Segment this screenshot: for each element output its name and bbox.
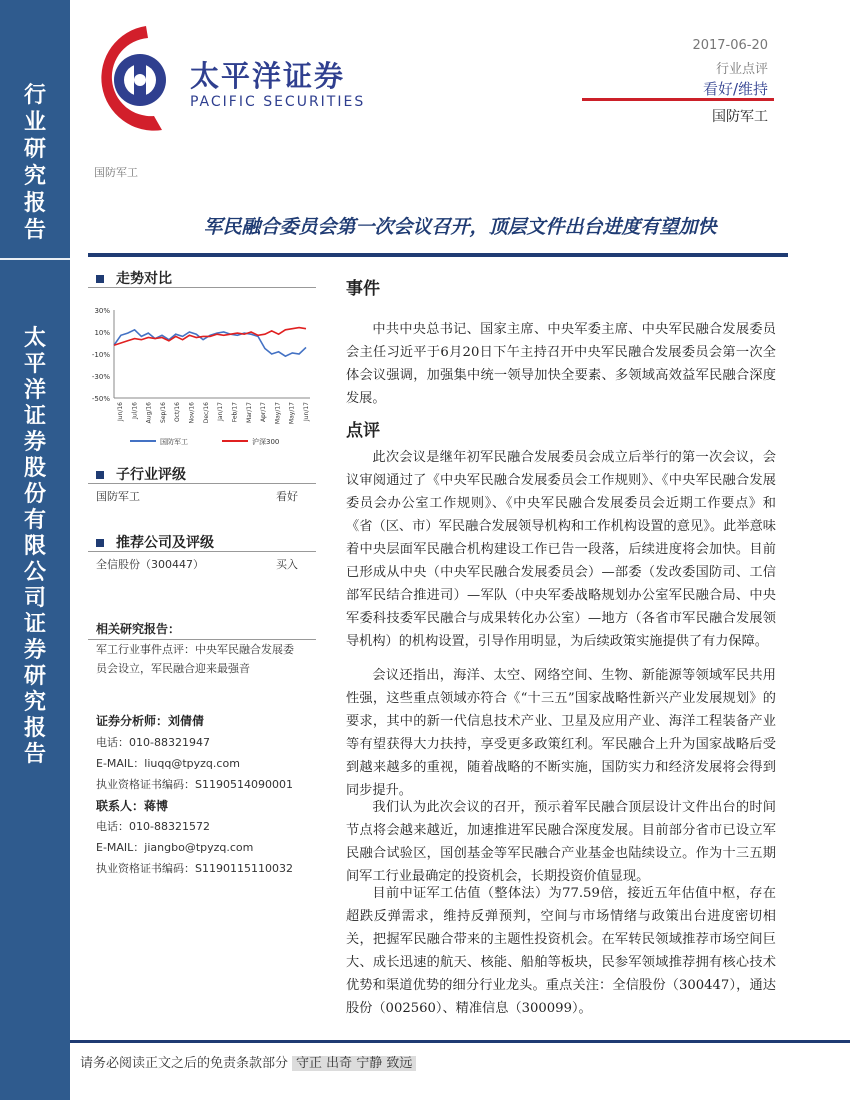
brand-name-en: PACIFIC SECURITIES	[190, 94, 366, 110]
chart-x-ticks	[117, 402, 310, 424]
x-tick-label: Nov/16	[188, 402, 196, 424]
comment-paragraph-3: 我们认为此次会议的召开，预示着军民融合顶层设计文件出台的时间节点将会越来越近，加速推进军民融合深度发展。目前部分省市已设立军民融合试验区，国创基金等军民融合产业基金也陆续设立。作为十三五期间军工行业最确定的投资机会，长期投资价值显现。	[346, 800, 776, 884]
sector-label: 国防军工	[94, 166, 138, 179]
company-heading: 推荐公司及评级	[96, 532, 214, 552]
chart-y-ticks	[92, 307, 110, 403]
report-title: 军民融合委员会第一次会议召开，顶层文件出台进度有望加快	[203, 216, 717, 238]
x-tick-label: Dec/16	[202, 402, 210, 424]
event-paragraph: 中共中央总书记、国家主席、中央军委主席、中央军民融合发展委员会主任习近平于6月20日下午主持召开中央军民融合发展委员会第一次全体会议强调，加强集中统一领导加快全要素、多领域高效益军民融合深度发展。	[346, 322, 776, 406]
analyst-email[interactable]: E-MAIL：liuqq@tpyzq.com	[96, 757, 240, 770]
x-tick-label: Apr/17	[260, 402, 268, 423]
legend-label: 沪深300	[252, 438, 280, 446]
y-tick-label: -10%	[91, 351, 110, 359]
x-tick-label: Jun/17	[303, 402, 310, 422]
x-tick-label: Mar/17	[245, 402, 253, 423]
footer-slogan: 守正 出奇 宁静 致远	[292, 1056, 416, 1071]
trend-heading: 走势对比	[96, 268, 172, 288]
comment-paragraph-2: 会议还指出，海洋、太空、网络空间、生物、新能源等领域军民共用性强，这些重点领域亦符合《“十三五”国家战略性新兴产业发展规划》的要求，其中的新一代信息技术产业、卫星及应用产业、海洋工程装备产业等有望获得大力扶持，享受更多政策红利。军民融合上升为国家战略后受到越来越多的重视，随着战略的不断实施，国防实力和经济发展将会得到同步提升。	[346, 668, 776, 798]
x-tick-label: Sep/16	[159, 402, 167, 423]
y-tick-label: 10%	[94, 329, 110, 337]
y-tick-label: -30%	[91, 373, 110, 381]
analyst-label: 证券分析师：刘倩倩	[96, 714, 205, 728]
sub-industry-rule	[88, 483, 316, 484]
brand-name-cn: 太平洋证券	[190, 59, 346, 93]
sub-industry-rating: 看好	[276, 490, 298, 503]
contact-phone: 电话：010-88321572	[96, 820, 210, 833]
title-rule	[88, 253, 788, 257]
x-tick-label: Jul/16	[131, 402, 139, 419]
report-date: 2017-06-20	[692, 38, 768, 53]
header-sector: 国防军工	[712, 109, 768, 125]
y-tick-label: -50%	[91, 395, 110, 403]
x-tick-label: Jun/16	[117, 402, 124, 422]
bullet-icon	[96, 539, 104, 547]
comment-heading: 点评	[346, 421, 380, 441]
trend-rule	[88, 287, 316, 288]
bullet-icon	[96, 275, 104, 283]
sidebar-divider	[0, 258, 70, 260]
chart-lines	[114, 328, 306, 357]
related-rule	[88, 639, 316, 640]
y-tick-label: 30%	[94, 307, 110, 315]
chart-legend	[130, 437, 279, 446]
company-name: 全信股份（300447）	[96, 558, 204, 571]
footer	[80, 1052, 416, 1071]
comment-paragraph-4: 目前中证军工估值（整体法）为77.59倍，接近五年估值中枢，存在超跌反弹需求，维持反弹预判，空间与市场情绪与政策出台进度密切相关，把握军民融合带来的主题性投资机会。在军转民领域推荐市场空间巨大、成长迅速的航天、核能、船舶等板块，民参军领域推荐拥有核心技术优势和渠道优势的细分行业龙头。重点关注：全信股份（300447），通达股份（002560）、精准信息（300099）。	[346, 886, 776, 1016]
event-heading: 事件	[346, 279, 380, 299]
related-report-line-1: 军工行业事件点评：中央军民融合发展委	[96, 643, 294, 656]
x-tick-label: Aug/16	[145, 402, 153, 424]
analyst-phone: 电话：010-88321947	[96, 736, 210, 749]
contact-label: 联系人：蒋博	[96, 799, 169, 813]
related-report-line-2: 员会设立，军民融合迎来最强音	[96, 662, 250, 675]
x-tick-label: Feb/17	[231, 402, 239, 423]
sidebar-top-text: 行 业 研 究 报 告	[23, 83, 46, 243]
contact-cert: 执业资格证书编码：S1190115110032	[96, 862, 293, 875]
footer-rule	[70, 1040, 850, 1043]
comment-paragraph-1: 此次会议是继年初军民融合发展委员会成立后举行的第一次会议，会议审阅通过了《中央军民融合发展委员会工作规则》、《中央军民融合发展委员会办公室工作规则》、《中央军民融合发展委员会近期工作要点》和《省（区、市）军民融合发展领导机构和工作机构设置的意见》。此举意味着中央层面军民融合机构建设工作已告一段落，后续进度将会加快。目前已形成从中央（中央军民融合发展委员会）—部委（发改委国防司、工信部军民结合推进司）—军队（中央军委战略规划办公室军民融合局、中央军委科技委军民融合与成果转化办公室）—地方（各省市军民融合发展领导机构）的机构设置，引导作用明显，为后续政策实施提供了有力保障。	[346, 450, 776, 649]
related-heading: 相关研究报告：	[96, 622, 181, 636]
trend-chart	[88, 296, 316, 456]
x-tick-label: Jan/17	[217, 402, 225, 421]
company-logo-icon	[88, 20, 178, 138]
footer-disclaimer: 请务必阅读正文之后的免责条款部分	[80, 1056, 289, 1071]
x-tick-label: May/17	[288, 402, 296, 425]
report-type: 行业点评	[715, 62, 768, 77]
x-tick-label: Oct/16	[174, 402, 182, 423]
company-rating: 买入	[276, 558, 298, 571]
header-red-line	[582, 98, 774, 101]
x-tick-label: May/17	[274, 402, 282, 425]
sidebar-bottom-text: 太 平 洋 证 券 股 份 有 限 公 司 证 券 研 究 报 告	[23, 326, 46, 767]
sub-industry-heading: 子行业评级	[96, 464, 186, 484]
industry-rating: 看好/维持	[702, 80, 768, 98]
bullet-icon	[96, 471, 104, 479]
sub-industry-name: 国防军工	[96, 490, 140, 503]
company-rule	[88, 551, 316, 552]
analyst-cert: 执业资格证书编码：S1190514090001	[96, 778, 293, 791]
legend-label: 国防军工	[160, 438, 188, 446]
contact-email[interactable]: E-MAIL：jiangbo@tpyzq.com	[96, 841, 254, 854]
